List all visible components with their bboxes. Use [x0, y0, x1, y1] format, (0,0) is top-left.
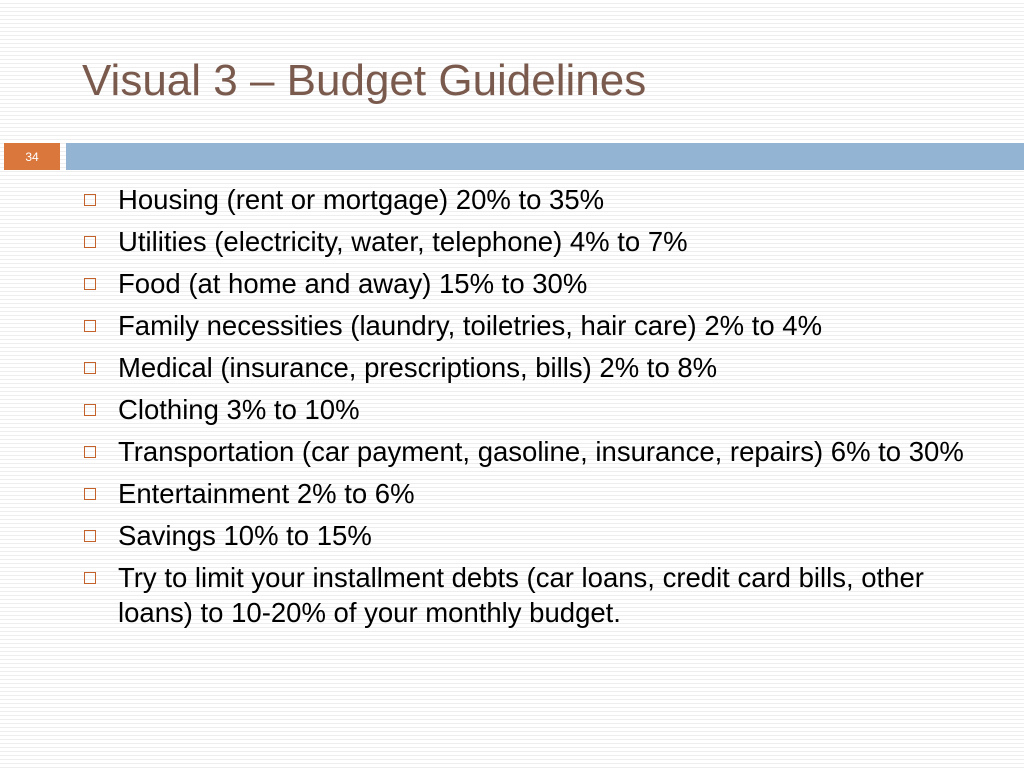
list-item-text: Utilities (electricity, water, telephone) 4% to 7%	[118, 226, 688, 257]
list-item	[84, 560, 984, 630]
square-bullet-icon	[84, 194, 96, 206]
square-bullet-icon	[84, 530, 96, 542]
slide-number: 34	[25, 149, 39, 164]
list-item-text: Food (at home and away) 15% to 30%	[118, 268, 588, 299]
list-item-text: Savings 10% to 15%	[118, 520, 372, 551]
list-item	[84, 476, 984, 511]
square-bullet-icon	[84, 488, 96, 500]
square-bullet-icon	[84, 320, 96, 332]
list-item	[84, 350, 984, 385]
square-bullet-icon	[84, 236, 96, 248]
list-item	[84, 224, 984, 259]
header-divider-bar	[66, 143, 1024, 170]
square-bullet-icon	[84, 404, 96, 416]
slide-number-badge	[4, 143, 60, 170]
square-bullet-icon	[84, 572, 96, 584]
list-item	[84, 392, 984, 427]
list-item	[84, 434, 984, 469]
list-item-text: Housing (rent or mortgage) 20% to 35%	[118, 184, 605, 215]
slide-title: Visual 3 – Budget Guidelines	[82, 56, 647, 105]
list-item-text: Family necessities (laundry, toiletries, hair care) 2% to 4%	[118, 310, 823, 341]
list-item-text: Entertainment 2% to 6%	[118, 478, 415, 509]
square-bullet-icon	[84, 278, 96, 290]
list-item-text: Medical (insurance, prescriptions, bills) 2% to 8%	[118, 352, 718, 383]
bullet-list	[84, 182, 984, 637]
list-item	[84, 308, 984, 343]
square-bullet-icon	[84, 362, 96, 374]
list-item-text: Clothing 3% to 10%	[118, 394, 360, 425]
square-bullet-icon	[84, 446, 96, 458]
list-item	[84, 182, 984, 217]
list-item	[84, 266, 984, 301]
list-item	[84, 518, 984, 553]
list-item-text: Try to limit your installment debts (car loans, credit card bills, other loans) to 10-20% of your monthly budget.	[118, 562, 924, 628]
list-item-text: Transportation (car payment, gasoline, insurance, repairs) 6% to 30%	[118, 436, 964, 467]
